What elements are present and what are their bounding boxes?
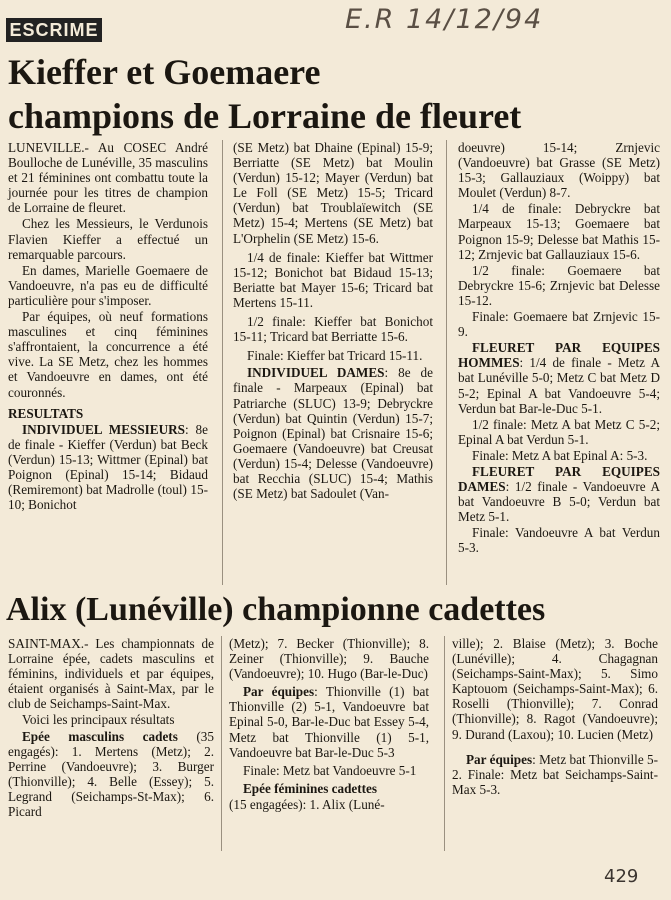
article1-column-3: [458, 140, 660, 556]
article1-column-2: [233, 140, 433, 501]
paragraph: 1/2 finale: Goemaere bat Debryckre 15-6; Zrnjevic bat Delesse 15-12.: [458, 262, 660, 308]
paragraph: 1/2 finale: Metz A bat Metz C 5-2; Epinal A bat Verdun 5-1.: [458, 416, 660, 447]
fleuret-equipes-dames-title: FLEURET PAR EQUIPES DAMES: [458, 463, 660, 495]
article1-column-1: [8, 140, 208, 512]
article2-headline: Alix (Lunéville) championne cadettes: [6, 591, 546, 628]
column-divider: [444, 636, 445, 851]
par-equipes-title-2: Par équipes: [466, 751, 533, 767]
column-divider: [221, 636, 222, 851]
article2-column-2: [229, 636, 429, 812]
paragraph: Finale: Vandoeuvre A bat Verdun 5-3.: [458, 525, 660, 556]
headline-line-2: champions de Lorraine de fleuret: [8, 96, 522, 136]
paragraph: Finale: Kieffer bat Tricard 15-11.: [247, 348, 423, 364]
handwritten-date-note: E.R 14/12/94: [345, 4, 544, 35]
paragraph: (15 engagées): 1. Alix (Luné-: [229, 796, 385, 812]
fleuret-equipes-dames-text: : 1/2 finale - Vandoeuvre A bat Vandoeuvre B 5-0; Verdun bat Metz 5-1.: [458, 479, 660, 525]
paragraph: En dames, Marielle Goemaere de Vandoeuvre, n'a pas eu de difficulté particulière pour s'imposer.: [8, 262, 208, 308]
epee-feminines-title: Epée féminines cadettes: [243, 780, 378, 796]
paragraph: Chez les Messieurs, le Verdunois Flavien Kieffer a effectué un remarquable parcours.: [8, 216, 208, 262]
paragraph: Par équipes, où neuf formations masculines et cinq féminines s'affrontaient, la concurrence a été vive. La SE Metz, chez les hommes et Vandoeuvre en dames, ont été couronnés.: [8, 309, 208, 400]
individuel-messieurs-title: INDIVIDUEL MESSIEURS: [22, 421, 185, 437]
epee-masculins-text: (35 engagés): 1. Mertens (Metz); 2. Perrine (Vandoeuvre); 3. Burger (Thionville); 4. Belle (Essey); 5. Legrand (Seichamps-St-Max); 6. Picard: [8, 728, 214, 820]
paragraph: LUNEVILLE.- Au COSEC André Boulloche de Lunéville, 35 masculins et 21 féminines ont combattu toute la journée pour les titres de champion de Lorraine de fleuret.: [8, 140, 208, 216]
column-divider: [446, 140, 447, 585]
par-equipes-title: Par équipes: [243, 684, 315, 700]
paragraph: doeuvre) 15-14; Zrnjevic (Vandoeuvre) bat Grasse (SE Metz) 15-3; Gallauziaux (Woippy) bat Moulet (Verdun) 8-7.: [458, 140, 660, 201]
epee-masculins-title: Epée masculins cadets: [22, 728, 178, 744]
results-title: RESULTATS: [8, 405, 84, 421]
paragraph: SAINT-MAX.- Les championnats de Lorraine épée, cadets masculins et féminins, individuels et par équipes, étaient organisés à Saint-Max, par le club de Seichamps-Saint-Max.: [8, 636, 214, 712]
paragraph: Finale: Goemaere bat Zrnjevic 15-9.: [458, 309, 660, 340]
headline-line-1: Kieffer et Goemaere: [8, 52, 321, 92]
article2-column-1: [8, 636, 214, 819]
fleuret-equipes-hommes-title: FLEURET PAR EQUIPES HOMMES: [458, 340, 660, 371]
paragraph: Finale: Metz bat Vandoeuvre 5-1: [243, 762, 417, 778]
page-number: 429: [604, 866, 639, 887]
paragraph: 1/4 de finale: Debryckre bat Marpeaux 15-13; Goemaere bat Poignon 15-9; Delesse bat Mathis 15-12; Zrnjevic bat Gallauziaux 15-6.: [458, 201, 660, 262]
paragraph: 1/4 de finale: Kieffer bat Wittmer 15-12; Bonichot bat Bidaud 15-13; Beriatte bat Mayer 15-6; Tricard bat Mertens 15-11.: [233, 249, 433, 310]
article2-column-3: [452, 636, 658, 797]
section-rubric: ESCRIME: [6, 18, 102, 42]
paragraph: (Metz); 7. Becker (Thionville); 8. Zeiner (Thionville); 9. Bauche (Vandoeuvre); 10. Hugo (Bar-le-Duc): [229, 636, 429, 682]
individuel-dames-title: INDIVIDUEL DAMES: [247, 365, 385, 381]
paragraph: ville); 2. Blaise (Metz); 3. Boche (Lunéville); 4. Chagagnan (Seichamps-Saint-Max); 5. Simo Kaptouom (Seichamps-Saint-Max); 6. Roselli (Thionville); 7. Conrad (Thionville); 8. Ragot (Vandoeuvre); 9. Durand (Laxou); 10. Lucien (Metz): [452, 636, 658, 742]
paragraph: (SE Metz) bat Dhaine (Epinal) 15-9; Berriatte (SE Metz) bat Moulin (Verdun) 15-12; Mayer (Verdun) bat Le Foll (SE Metz) 15-5; Tricard (Verdun) bat Troublaïewitch (SE Metz) 15-4; Mertens (SE Metz) bat L'Orphelin (SE Metz) 15-6.: [233, 140, 433, 246]
fleuret-equipes-hommes-text: : 1/4 de finale - Metz A bat Lunéville 5-0; Metz C bat Metz D 5-2; Epinal A bat Vandoeuvre 5-4; Verdun bat Bar-le-Duc 5-1.: [458, 355, 660, 416]
paragraph: 1/2 finale: Kieffer bat Bonichot 15-11; Tricard bat Berriatte 15-6.: [233, 314, 433, 345]
paragraph: Voici les principaux résultats: [22, 712, 175, 728]
par-equipes-text-2: : Metz bat Thionville 5-2. Finale: Metz bat Seichamps-Saint-Max 5-3.: [452, 751, 658, 797]
column-divider: [222, 140, 223, 585]
article1-headline: [8, 50, 663, 138]
individuel-messieurs-text: : 8e de finale - Kieffer (Verdun) bat Beck (Verdun) 15-13; Wittmer (Epinal) bat Poignon (Epinal) 15-14; Bidaud (Remiremont) bat Madrolle (toul) 15-10; Bonichot: [8, 421, 208, 513]
par-equipes-text: : Thionville (1) bat Thionville (2) 5-1, Vandoeuvre bat Epinal 5-0, Bar-le-Duc bat Essey 5-4, Metz bat Thionville (1) 5-1, Vandoeuvre bat Bar-le-Duc 5-3: [229, 684, 429, 760]
paragraph: Finale: Metz A bat Epinal A: 5-3.: [472, 447, 648, 463]
individuel-dames-text: : 8e de finale - Marpeaux (Epinal) bat Patriarche (SLUC) 13-9; Debryckre (Verdun) bat Quintin (Verdun) 15-7; Poignon (Epinal) bat Crisnaire 15-6; Goemaere (Vandoeuvre) bat Creusat (Verdun) 15-4; Delesse (Vandoeuvre) bat Recchia (SLUC) 15-4; Mathis (SE Metz) bat Sadoulet (Van-: [233, 365, 433, 502]
